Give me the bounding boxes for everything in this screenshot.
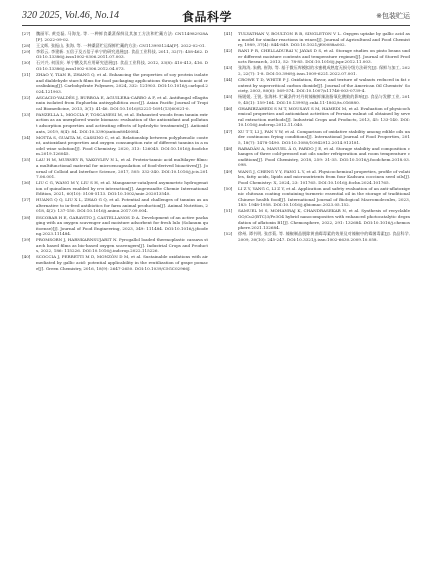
reference-text: 魏丽军, 黄克磊, 马海龙, 等. 一种鲜食桑葚保鲜及其加工方法和贮藏方法: CN114982928A[P]. 2022-09-02. <box>36 31 208 42</box>
reference-item <box>22 180 208 197</box>
reference-text: MOTTA S, GUAITA M, CASSINO C, et al. Relationship between polyphenolic content, antioxidant properties and oxygen consumption rate of different tannins in a model wine solution[J]. Food Chemistry, 2020, 313: 126045. DOI:10.1016/j.foodchem.2019.126045. <box>36 134 208 157</box>
reference-text: SAMUEL M S, MOHANRAJ K, CHANDRASEKAR N, et al. Synthesis of recyclable GO/Cu2(BTC)3/Fe3O4 hybrid nanocomposites with enhanced photocatalytic degradation of aflatoxin B1[J]. Chemosphere, 2022, 291: 132684. DOI:10.1016/j.chemosphere.2021.132684. <box>238 208 410 231</box>
reference-text: 石兴兴, 何国庆. 单宁酸及其应用研究进展[J]. 食品工业科技, 2012, 33(8): 410-413, 416. DOI:10.13386/j.issn1002-0306.2012.04.073. <box>36 60 208 71</box>
reference-number: [45] <box>224 94 233 100</box>
reference-item <box>22 43 208 49</box>
reference-item <box>22 95 208 112</box>
reference-number: [44] <box>224 77 233 83</box>
reference-number: [41] <box>224 31 233 36</box>
reference-item <box>224 106 410 128</box>
reference-item <box>22 60 208 71</box>
reference-item <box>22 215 208 237</box>
reference-number: [27] <box>22 31 31 36</box>
reference-item <box>224 146 410 168</box>
reference-item <box>224 208 410 230</box>
reference-text: GHARIBZAHEDI S M T, MOUSAVI S M, HAMEDI M, et al. Evaluation of physicochemical properties and antioxidant activities of Persian walnut oil obtained by several extraction methods[J]. Industrial Crops and Products, 2013, 45: 133-140. DOI:10.1016/j.indcrop.2012.11.040. <box>238 105 410 128</box>
reference-number: [39] <box>22 237 31 243</box>
reference-item <box>22 112 208 134</box>
reference-number: [42] <box>224 48 233 54</box>
reference-text: RABADÁN A, MANUEL Á O, PARDO J E, et al. Storage stability and composition changes of three cold-pressed nut oils under refrigeration and room temperature conditions[J]. Food Chemistry, 2018, 259: 31-35. DOI:10.1016/j.foodchem.2018.03.098. <box>238 145 410 168</box>
section-tag: ※包装贮运 <box>376 12 410 20</box>
reference-item <box>224 65 410 76</box>
reference-item <box>22 254 208 271</box>
reference-text: ZHAO Y, TIAN R, ZHANG Q, et al. Enhancing the properties of soy protein isolate and dialdehyde starch films for food packaging applications through tannic acid crosslinking[J]. Carbohydrate Polymers, 2024, 332: 121903. DOI:10.1016/j.carbpol.2024.121903. <box>36 72 208 94</box>
reference-number: [38] <box>22 214 31 220</box>
reference-item <box>224 129 410 146</box>
reference-text: XU T T, LI J, FAN Y W, et al. Comparison of oxidative stability among edible oils under continuous frying conditions[J]. International Journal of Food Properties, 2015, 18(7): 1478-1490. DOI:10.1080/10942912.2014.913181. <box>238 128 410 145</box>
reference-item <box>224 77 410 94</box>
reference-text: 杨媛媛, 王锐, 张海林. 贮藏条件对丹荷辣椒鲜辣油脂氧化酸败的影响[J]. 食品与发酵工业, 2019, 45(1): 159-164. DOI:10.13995/j.cnki.11-1802/ts.016880. <box>238 94 410 105</box>
reference-item <box>22 135 208 157</box>
reference-item <box>224 48 410 65</box>
reference-number: [46] <box>224 105 233 111</box>
reference-text: SCOCCIA J, PERRETTI M D, MONZÓN D M, et al. Sustainable oxidations with air mediated by gallic acid: potential applicability in the reutilization of grape pomace[J]. Green Chemistry, 2016, 18(9): 2647-2650. DOI:10.1039/C5GC02966J. <box>36 254 208 271</box>
reference-number: [49] <box>224 168 233 174</box>
reference-text: 王文辉, 张振山, 张海, 等. 一种桑葚贮运保鲜贮藏的方法: CN113995124A[P]. 2022-02-01. <box>36 42 206 48</box>
reference-number: [50] <box>224 185 233 191</box>
references-left-column <box>22 31 208 272</box>
reference-number: [35] <box>22 157 31 163</box>
page-header <box>22 8 410 24</box>
reference-item <box>224 94 410 105</box>
reference-text: 张海涛, 朱鹤, 崔海, 等. 基于微压库模拟的水蜜桃成熟度无损分级方法研究[J]. 保鲜与加工, 2022, 22(7): 1-8. DOI:10.3969/j.issn.1009-6221.2022.07.001. <box>238 65 410 76</box>
reference-number: [32] <box>22 94 31 100</box>
reference-text: LAU H M, MURNEY R, YAKOVLEV N L, et al. Protein-tannic acid multilayer films: a multifunctional material for microencapsulation of food-derived bioactives[J]. Journal of Colloid and Interface Science, 2017, 505: 332-340. DOI:10.1016/j.jcis.2017.06.001. <box>36 157 208 180</box>
reference-item <box>22 31 208 42</box>
reference-number: [34] <box>22 134 31 140</box>
reference-text: ESCOBAR H E, GARAVITO J, CASTELLANOS D A. Development of an active packaging with an oxygen scavenger and moisture adsorbent for fresh lulo (Solanum quitoense)[J]. Journal of Food Engineering, 2023, 349: 111484. DOI:10.1016/j.jfoodeng.2023.111484. <box>36 214 208 237</box>
references-right-column <box>224 31 410 243</box>
reference-item <box>224 169 410 186</box>
reference-text: HUANG Q Q, LIU X L, ZHAO G Q, et al. Potential and challenges of tannins as an alternative to in-feed antibiotics for farm animal production[J]. Animal Nutrition, 2018, 4(2): 137-150. DOI:10.1016/j.aninu.2017.09.004. <box>36 197 208 214</box>
reference-number: [36] <box>22 180 31 186</box>
reference-text: PANZELLA L, MOCCIA F, TOSCANESI M, et al. Exhausted woods from tannin extraction as an unexplored waste biomass: evaluation of the antioxidant and pollutant adsorption properties and activating effects of hydrolytic treatments[J]. Antioxidants, 2019, 8(4): 84. DOI:10.3390/antiox8040084. <box>36 111 208 134</box>
reference-number: [30] <box>22 60 31 66</box>
reference-text: 徐州, 谭书明, 张彦菊, 等. 辣椒制品脱除黄曲霉毒素的效果及对辣椒中的霉菌毒素[J]. 食品科学, 2009, 30(10): 245-247. DOI:10.3321/j.issn:1002-6630.2009.10.058. <box>238 231 410 242</box>
reference-number: [51] <box>224 208 233 214</box>
reference-number: [37] <box>22 197 31 203</box>
reference-number: [33] <box>22 111 31 117</box>
reference-number: [43] <box>224 65 233 71</box>
reference-text: 李彩云, 李建新. 五倍子及五倍子单宁的研究进展[J]. 食品工业科技, 2011, 32(7): 458-462. DOI:10.13386/j.issn1002-0306.2011.07.003. <box>36 48 208 60</box>
reference-number: [40] <box>22 254 31 260</box>
reference-text: WANG J, CHENG Y Y, FANG L Y, et al. Physicochemical properties, profile of volatiles, fatty acids, lipids and micronutrients from four Kadsura coccinea seed oils[J]. Food Chemistry: X, 2024, 23: 101765. DOI:10.1016/j.fochx.2024.101765. <box>238 168 410 185</box>
reference-text: ASCACIO-VALDÉS J, BURBOA E, AGUILERA-CARBO A F, et al. Antifungal ellagitannin isolated from Euphorbia antisyphilitica zucc[J]. Asian Pacific Journal of Tropical Biomedicine, 2013, 3(1): 41-46. DOI:10.1016/S2221-1691(13)60021-0. <box>36 94 208 111</box>
reference-number: [31] <box>22 72 31 78</box>
reference-text: LIU C G, WANG M Y, LIU S H, et al. Manganese-catalyzed asymmetric hydrogenation of quinolines enabled by π-π interaction[J]. Angewandte Chemie International Edition, 2021, 60(10): 5108-5113. DOI:10.1002/anie.202013540. <box>36 180 208 197</box>
reference-text: PROMSORN J, HARNKARNSUJARIT N. Pyrogallol loaded thermoplastic cassava starch based films as bio-based oxygen scavengers[J]. Industrial Crops and Products, 2022, 186: 115226. DOI:10.1016/j.indcrop.2022.115226. <box>36 237 208 254</box>
reference-item <box>22 49 208 60</box>
reference-item <box>22 157 208 179</box>
reference-item <box>224 31 410 48</box>
reference-number: [52] <box>224 231 233 237</box>
reference-text: RANI P R, CHELLADURAI V, JAYAS D S, et al. Storage studies on pinto beans under different moisture contents and temperature regimes[J]. Journal of Stored Products Research, 2013, 52: 78-85. DOI:10.1016/j.jspr.2012.11.003. <box>238 48 410 65</box>
reference-number: [48] <box>224 145 233 151</box>
reference-number: [29] <box>22 48 31 54</box>
page-volume-info: 320 2025, Vol.46, No.14 <box>22 10 119 21</box>
reference-item <box>224 231 410 242</box>
reference-item <box>22 197 208 214</box>
journal-title: 食品科学 <box>182 10 233 24</box>
reference-text: TULYATHAN V, BOULTON R B, SINGLETON V L. Oxygen uptake by gallic acid as a model for similar reactions in wines[J]. Journal of Agricultural and Food Chemistry, 1989, 37(4): 844-849. DOI:10.1021/jf00088a002. <box>238 31 410 48</box>
header-rule <box>22 25 410 26</box>
reference-number: [28] <box>22 42 31 48</box>
reference-number: [47] <box>224 128 233 134</box>
reference-item <box>224 186 410 208</box>
reference-text: CROWE T D, WHITE P J. Oxidation, flavor, and texture of walnuts reduced in fat content by supercritical carbon dioxide[J]. Journal of the American Oil Chemists' Society, 2003, 80(6): 569-574. DOI:10.1007/s11746-003-0739-4. <box>238 77 410 94</box>
reference-text: LI Z Y, YANG C, LI Z Y, et al. Application and safety evaluation of an anti-aflatoxigenic chitosan coating containing turmeric essential oil in the storage of traditional Chinese health food[J]. International Journal of Biological Macromolecules, 2023, 183: 1948-1958. DOI:10.1016/j.ijbiomac.2023.05.152. <box>238 185 410 208</box>
reference-item <box>22 237 208 254</box>
reference-item <box>22 72 208 94</box>
